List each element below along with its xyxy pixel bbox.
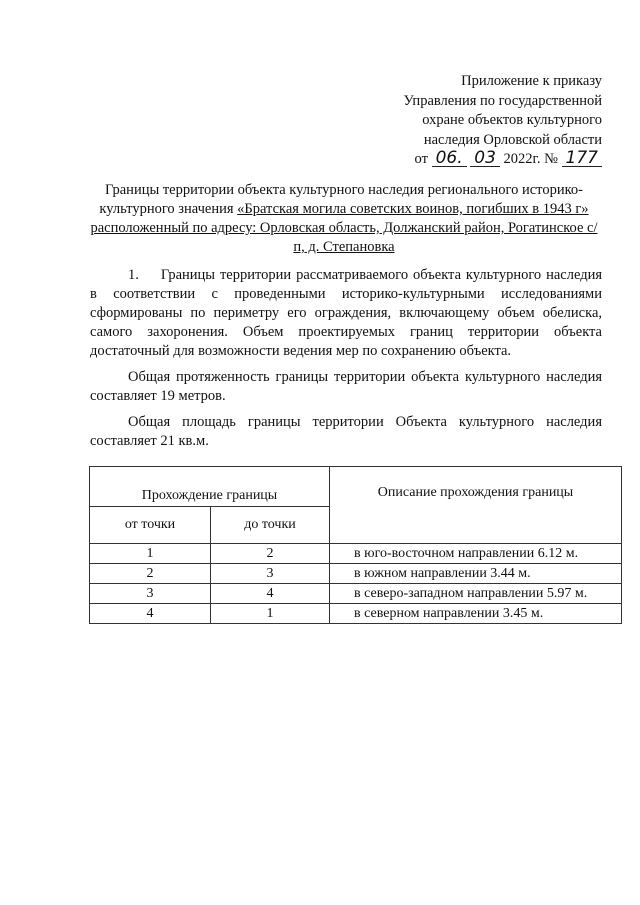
appendix-block	[362, 72, 602, 170]
appendix-line-4: наследия Орловской области	[423, 131, 602, 148]
appendix-line-2: Управления по государственной	[403, 92, 602, 109]
title-part-1: Границы территории объекта культурного наследия регионального историко-культурного значения	[99, 182, 583, 217]
header-description: Описание прохождения границы	[330, 467, 622, 544]
appendix-line-3: охране объектов культурного	[422, 112, 602, 128]
title-part-2: «Братская могила советских воинов, погибших в 1943 г» расположенный по адресу: Орловская область, Должанский район, Рогатинское с/п, д. Степановка	[90, 201, 598, 255]
cell-to: 2	[211, 544, 330, 564]
cell-to: 4	[211, 584, 330, 604]
number-prefix: №	[544, 151, 558, 167]
boundary-table	[89, 466, 622, 624]
cell-to: 3	[211, 564, 330, 584]
handwritten-month: 03	[470, 150, 500, 167]
table-row	[90, 584, 622, 604]
header-from-point: от точки	[90, 507, 211, 544]
appendix-line-1: Приложение к приказу	[461, 73, 602, 89]
table-row	[90, 564, 622, 584]
order-date-number	[362, 150, 602, 170]
paragraph-1-number: 1.	[128, 267, 139, 283]
paragraph-3: Общая площадь границы территории Объекта культурного наследия составляет 21 кв.м.	[90, 414, 602, 449]
cell-description: в юго-восточном направлении 6.12 м.	[330, 544, 622, 564]
header-group-passage: Прохождение границы	[90, 467, 330, 507]
header-to-point: до точки	[211, 507, 330, 544]
cell-from: 4	[90, 604, 211, 624]
cell-from: 3	[90, 584, 211, 604]
table-row	[90, 544, 622, 564]
handwritten-day: 06.	[432, 150, 467, 167]
paragraph-2: Общая протяженность границы территории объекта культурного наследия составляет 19 метров.	[90, 369, 602, 404]
document-title	[86, 181, 602, 257]
cell-from: 1	[90, 544, 211, 564]
table-header-row	[90, 467, 622, 507]
cell-description: в северо-западном направлении 5.97 м.	[330, 584, 622, 604]
paragraph-1	[90, 266, 602, 361]
cell-description: в южном направлении 3.44 м.	[330, 564, 622, 584]
handwritten-order-number: 177	[562, 150, 602, 167]
cell-to: 1	[211, 604, 330, 624]
table-row	[90, 604, 622, 624]
date-prefix: от	[414, 151, 428, 167]
paragraph-1-text: Границы территории рассматриваемого объекта культурного наследия в соответствии с проведенными историко-культурными исследованиями сформированы по периметру его ограждения, включающему объем обелиска, самого захоронения. Объем проектируемых границ территории объекта достаточный для возможности ведения мер по сохранению объекта.	[90, 267, 602, 359]
cell-description: в северном направлении 3.45 м.	[330, 604, 622, 624]
date-year: 2022г.	[503, 151, 541, 167]
body-text	[90, 266, 602, 458]
cell-from: 2	[90, 564, 211, 584]
